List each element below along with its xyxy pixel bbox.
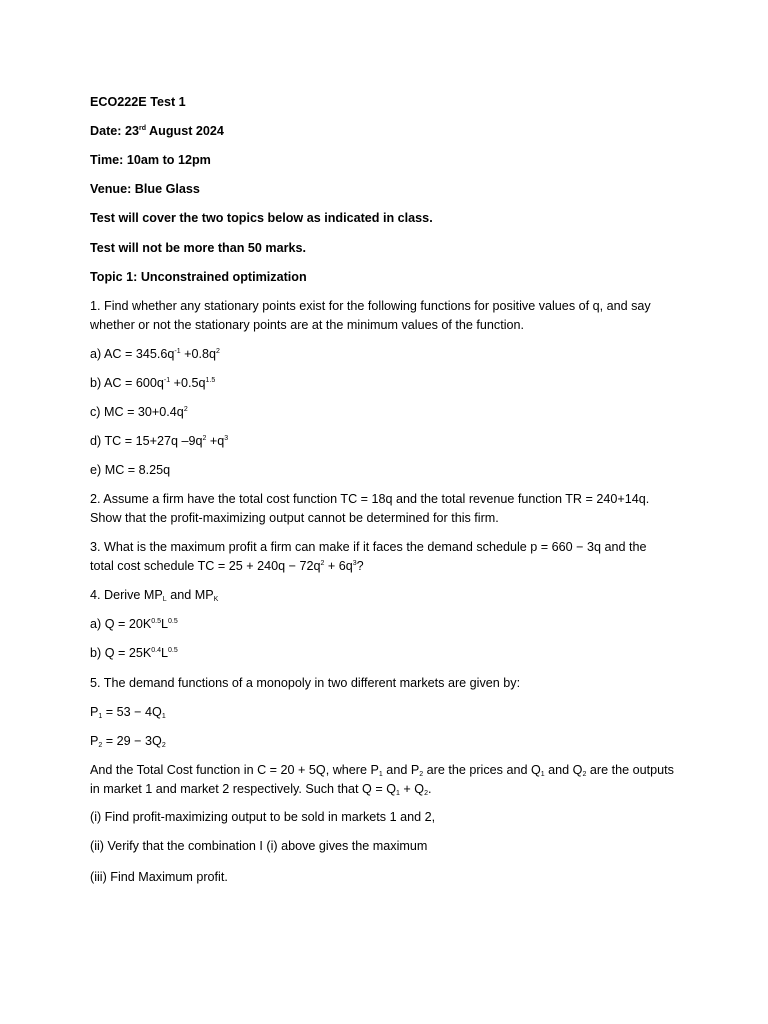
question-5-part-i: (i) Find profit-maximizing output to be sold in markets 1 and 2, (90, 810, 436, 824)
question-3-line-1: 3. What is the maximum profit a firm can make if it faces the demand schedule p = 660 − 3q and the (90, 540, 647, 554)
question-1c: c) MC = $30+0.4q^2$ (90, 405, 188, 419)
question-2-line-2: Show that the profit-maximizing output cannot be determined for this firm. (90, 511, 499, 525)
demand-function-market-2: $P_2 = 29 - 3Q_2$ (90, 734, 166, 749)
course-title: ECO222E Test 1 (90, 95, 186, 109)
question-1a: a) AC = $345.6q^{-1} +0.8q^2$ (90, 347, 220, 361)
test-date: Date: 23rd August 2024 (90, 124, 224, 138)
question-4b: b) $Q = 25K^{0.4}L^{0.5}$ (90, 646, 178, 660)
total-cost-line-2: in market 1 and market 2 respectively. Such that $Q = Q_1 + Q_2$. (90, 782, 432, 797)
question-1b: b) AC = $600q^{-1} +0.5q^{1.5}$ (90, 376, 216, 390)
question-1-line-1: 1. Find whether any stationary points exist for the following functions for positive values of q, and say (90, 299, 651, 313)
question-3-line-2: total cost schedule TC = $25 + 240q - 72q^2 + 6q^3$? (90, 559, 364, 573)
question-1d: d) TC = 15+27q $-9q^2 +q^3$ (90, 434, 229, 448)
total-cost-line-1: And the Total Cost function in C = 20 + 5Q, where $P_1$ and $P_2$ are the prices and $Q_1$ and $Q_2$ are the outputs (90, 763, 674, 778)
topic-1-heading: Topic 1: Unconstrained optimization (90, 270, 307, 284)
question-1-line-2: whether or not the stationary points are at the minimum values of the function. (90, 318, 525, 332)
question-2-line-1: 2. Assume a firm have the total cost function TC = 18q and the total revenue function TR = 240+14q. (90, 492, 650, 506)
question-1e: e) MC = 8.25q (90, 463, 171, 477)
test-time: Time: 10am to 12pm (90, 153, 211, 167)
question-4a: a) $Q = 20K^{0.5}L^{0.5}$ (90, 617, 178, 631)
question-4-heading: 4. Derive $MP_L$ and $MP_K$ (90, 588, 219, 603)
question-5-part-ii: (ii) Verify that the combination I (i) above gives the maximum (90, 839, 428, 853)
question-5-heading: 5. The demand functions of a monopoly in two different markets are given by: (90, 676, 521, 690)
demand-function-market-1: $P_1 = 53 - 4Q_1$ (90, 705, 166, 720)
question-5-part-iii: (iii) Find Maximum profit. (90, 870, 228, 884)
test-coverage-note: Test will cover the two topics below as indicated in class. (90, 211, 433, 225)
test-marks-note: Test will not be more than 50 marks. (90, 241, 307, 255)
test-venue: Venue: Blue Glass (90, 182, 200, 196)
